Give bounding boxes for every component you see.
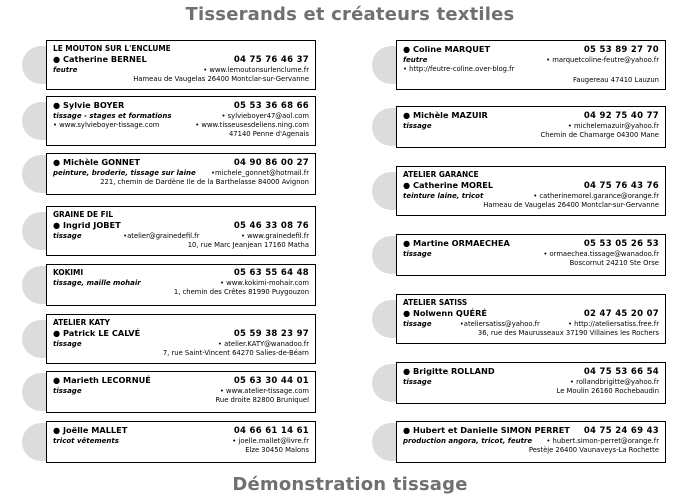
phone: 04 75 53 66 54 <box>583 367 659 377</box>
org-name: ATELIER KATY <box>53 317 110 327</box>
address: 47140 Penne d'Agenais <box>228 130 309 138</box>
specialty: teinture laine, tricot <box>403 192 484 200</box>
card-boyer <box>22 96 316 146</box>
email-link[interactable]: • michelemazuir@yahoo.fr <box>567 122 659 130</box>
contact-name: ● Patrick LE CALVÉ <box>53 328 141 338</box>
card-simon-perret <box>372 421 666 463</box>
address: Pestèje 26400 Vaunaveys-La Rochette <box>528 446 659 454</box>
contact-name: ● Sylvie BOYER <box>53 100 125 110</box>
website-link[interactable]: • http://feutre-coline.over-blog.fr <box>403 65 515 73</box>
website-link[interactable]: • www.lemoutonsurlenclume.fr <box>203 66 309 74</box>
card-box <box>46 153 316 195</box>
card-lecornue <box>22 371 316 413</box>
phone: 05 53 36 68 66 <box>233 101 309 111</box>
specialty: tissage <box>403 378 432 386</box>
card-box <box>396 166 666 216</box>
contact-name: ● Ingrid JOBET <box>53 220 121 230</box>
card-morel <box>372 166 666 216</box>
org-name: KOKIMI <box>53 267 84 277</box>
card-box <box>396 294 666 344</box>
card-lecalve <box>22 314 316 364</box>
email-link[interactable]: • catherinemorel.garance@orange.fr <box>533 192 659 200</box>
contact-name: ● Brigitte ROLLAND <box>403 366 495 376</box>
org-name: GRAINE DE FIL <box>53 209 114 219</box>
phone: 04 75 24 69 43 <box>583 426 659 436</box>
phone: 04 90 86 00 27 <box>233 158 309 168</box>
phone: 04 75 76 46 37 <box>233 55 309 65</box>
address: Elze 30450 Malons <box>245 446 309 454</box>
specialty: tricot vêtements <box>53 437 119 445</box>
card-box <box>46 314 316 364</box>
phone: 04 75 76 43 76 <box>583 181 659 191</box>
card-box <box>46 371 316 413</box>
phone: 05 53 05 26 53 <box>583 239 659 249</box>
card-box <box>396 40 666 90</box>
phone: 04 66 61 14 61 <box>233 426 309 436</box>
address: 1, chemin des Crêtes 81990 Puygouzon <box>173 288 309 296</box>
website-link[interactable]: • www.kokimi-mohair.com <box>219 279 309 287</box>
page-footer: Démonstration tissage <box>232 474 468 495</box>
email-link[interactable]: •michele_gonnet@hotmail.fr <box>211 169 309 177</box>
contact-name: ● Nolwenn QUÉRÉ <box>403 308 488 318</box>
org-name: ATELIER GARANCE <box>403 169 479 179</box>
specialty: tissage <box>53 387 82 395</box>
phone: 05 63 55 64 48 <box>233 268 309 278</box>
website-link[interactable]: • www.grainedefil.fr <box>240 232 309 240</box>
email-link[interactable]: • sylvieboyer47@aol.com <box>221 112 309 120</box>
card-box <box>46 264 316 306</box>
website-link[interactable]: • http://ateliersatiss.free.fr <box>567 320 659 328</box>
contact-name: ● Catherine BERNEL <box>53 54 147 64</box>
card-mallet <box>22 421 316 463</box>
card-box <box>396 234 666 276</box>
card-box <box>396 362 666 404</box>
email-link[interactable]: • rollandbrigitte@yahoo.fr <box>569 378 659 386</box>
website-link[interactable]: • www.sylvieboyer-tissage.com <box>53 121 160 129</box>
card-box <box>396 421 666 463</box>
email-link[interactable]: • hubert.simon-perret@orange.fr <box>546 437 659 445</box>
card-box <box>46 206 316 256</box>
website-link[interactable]: • www.atelier-tissage.com <box>219 387 309 395</box>
contact-name: ● Hubert et Danielle SIMON PERRET <box>403 425 570 435</box>
contact-name: ● Coline MARQUET <box>403 44 491 54</box>
email-link[interactable]: • atelier.KATY@wanadoo.fr <box>217 340 309 348</box>
email-link[interactable]: •ateliersatiss@yahoo.fr <box>459 320 540 328</box>
address: Hameau de Vaugelas 26400 Montclar-sur-Gervanne <box>133 75 309 83</box>
card-box <box>46 40 316 90</box>
card-kokimi <box>22 264 316 306</box>
page-title: Tisserands et créateurs textiles <box>185 4 515 25</box>
contact-name: ● Michèle GONNET <box>53 157 140 167</box>
specialty: tissage, maille mohair <box>53 279 141 287</box>
address: 221, chemin de Dardène Ile de la Barthelasse 84000 Avignon <box>100 178 309 186</box>
card-ormaechea <box>372 234 666 276</box>
email-link[interactable]: • marquetcoline-feutre@yahoo.fr <box>546 56 659 64</box>
specialty: feutre <box>53 66 78 74</box>
specialty: feutre <box>403 56 428 64</box>
email-link[interactable]: •atelier@grainedefil.fr <box>123 232 200 240</box>
card-rolland <box>372 362 666 404</box>
website-link-2[interactable]: • www.tisseusesdeliens.ning.com <box>195 121 309 129</box>
contact-name: ● Michèle MAZUIR <box>403 110 488 120</box>
address: Hameau de Vaugelas 26400 Montclar-sur-Gervanne <box>483 201 659 209</box>
phone: 05 63 30 44 01 <box>233 376 309 386</box>
phone: 05 53 89 27 70 <box>583 45 659 55</box>
card-bernel <box>22 40 316 90</box>
specialty: tissage <box>403 320 432 328</box>
phone: 02 47 45 20 07 <box>583 309 659 319</box>
org-name: LE MOUTON SUR L'ENCLUME <box>53 43 171 53</box>
contact-name: ● Marieth LECORNUÉ <box>53 375 151 385</box>
specialty: tissage <box>53 340 82 348</box>
card-box <box>46 421 316 463</box>
specialty: tissage - stages et formations <box>53 112 172 120</box>
phone: 04 92 75 40 77 <box>583 111 659 121</box>
specialty: tissage <box>403 250 432 258</box>
specialty: tissage <box>403 122 432 130</box>
org-name: ATELIER SATISS <box>403 297 468 307</box>
phone: 05 59 38 23 97 <box>233 329 309 339</box>
specialty: peinture, broderie, tissage sur laine <box>53 169 196 177</box>
address: Le Moulin 26160 Rochebaudin <box>556 387 659 395</box>
address: Rue droite 82800 Bruniquel <box>215 396 309 404</box>
address: 7, rue Saint-Vincent 64270 Salies-de-Béarn <box>162 349 309 357</box>
contact-name: ● Joëlle MALLET <box>53 425 128 435</box>
specialty: tissage <box>53 232 82 240</box>
phone: 05 46 33 08 76 <box>233 221 309 231</box>
card-marquet <box>372 40 666 90</box>
card-mazuir <box>372 106 666 148</box>
card-jobet <box>22 206 316 256</box>
address: Chemin de Chamarge 04300 Mane <box>540 131 659 139</box>
card-box <box>46 96 316 146</box>
address: 36, rue des Maurusseaux 37190 Villaines les Rochers <box>477 329 659 337</box>
email-link[interactable]: • joelle.mallet@livre.fr <box>232 437 309 445</box>
card-box <box>396 106 666 148</box>
address: Boscornut 24210 Ste Orse <box>569 259 659 267</box>
address: Faugereau 47410 Lauzun <box>573 76 659 84</box>
card-quere <box>372 294 666 344</box>
specialty: production angora, tricot, feutre <box>403 437 533 445</box>
card-gonnet <box>22 153 316 195</box>
address: 10, rue Marc Jeanjean 17160 Matha <box>187 241 309 249</box>
email-link[interactable]: • ormaechea.tissage@wanadoo.fr <box>543 250 659 258</box>
contact-name: ● Martine ORMAECHEA <box>403 238 510 248</box>
contact-name: ● Catherine MOREL <box>403 180 494 190</box>
